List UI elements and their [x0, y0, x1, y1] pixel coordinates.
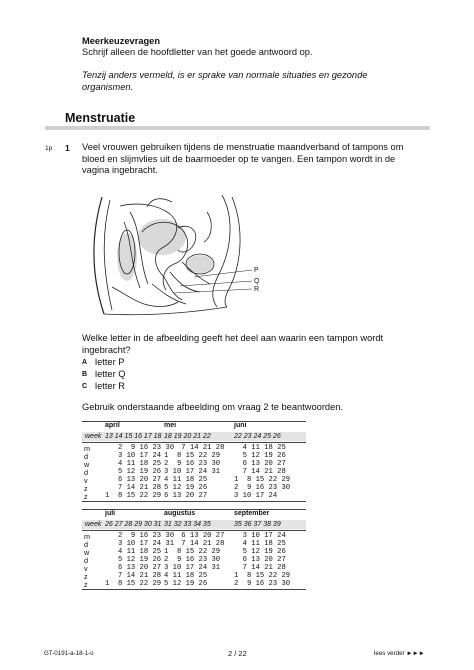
continue-label: lees verder ►►►	[374, 650, 425, 657]
date-row: 7 14 21 28	[164, 444, 225, 452]
date-row: 1 8 15 22 29	[234, 476, 291, 485]
week-label: week	[85, 432, 102, 440]
weekday-label: z	[84, 572, 88, 582]
month-name: juli	[105, 510, 116, 517]
date-row: 6 13 20 27	[234, 460, 286, 469]
date-row: 3 10 17 24	[234, 492, 278, 501]
date-row: 3 10 17 24	[234, 532, 286, 540]
date-row: 3 10 17 24 31	[164, 564, 221, 573]
date-row: 6 13 20 27	[105, 564, 162, 573]
date-row: 5 12 19 26	[234, 452, 286, 461]
answer-options	[82, 357, 125, 392]
date-row: 4 11 18 25	[164, 476, 208, 485]
date-row: 2 9 16 23 30	[234, 484, 291, 493]
question-text: Veel vrouwen gebruiken tijdens de menstruatie maandverband of tampons om bloed en slijmvlies uit de baarmoeder op te vangen. Een tampon wordt in de vagina ingebracht.	[82, 142, 404, 175]
anatomy-illustration	[82, 192, 282, 322]
week-numbers: 31 32 33 34 35	[164, 520, 211, 528]
weekday-label: m	[84, 444, 90, 453]
date-row: 6 13 20 27	[164, 492, 208, 501]
date-row: 6 13 20 27	[105, 476, 162, 485]
intro-title: Meerkeuzevragen	[82, 36, 161, 46]
calendar-rule	[82, 501, 306, 502]
date-row: 7 14 21 28	[105, 484, 162, 493]
date-row: 1 8 15 22 29	[234, 572, 291, 581]
date-row: 7 14 21 28	[234, 468, 286, 477]
weekday-label: d	[84, 452, 88, 462]
calendar-rule	[82, 589, 306, 590]
option-b[interactable]	[82, 369, 125, 381]
date-row: 4 11 18 25	[234, 540, 286, 549]
month-name: augustus	[164, 510, 196, 517]
weekday-label: d	[84, 540, 88, 550]
question-number: 1	[65, 143, 70, 153]
date-row: 5 12 19 26	[105, 468, 162, 477]
date-row: 2 9 16 23 30	[164, 556, 221, 565]
weekday-label: w	[84, 460, 90, 470]
weekday-label: z	[84, 580, 88, 590]
intro-instruction: Schrijf alleen de hoofdletter van het goede antwoord op.	[82, 47, 313, 57]
option-text: letter P	[95, 357, 125, 368]
section-divider	[45, 126, 430, 130]
date-row: 3 10 17 24	[105, 452, 162, 461]
week-label: week	[85, 520, 102, 528]
month-name: mei	[164, 422, 177, 429]
option-c[interactable]	[82, 381, 125, 393]
option-letter: C	[82, 382, 88, 390]
date-row: 5 12 19 26	[234, 548, 286, 557]
week-numbers: 18 19 20 21 22	[164, 432, 211, 440]
date-row: 1 8 15 22 29	[164, 452, 221, 461]
weekday-label: z	[84, 484, 88, 494]
option-text: letter R	[95, 380, 125, 391]
date-row: 7 14 21 28	[234, 564, 286, 573]
date-row: 2 9 16 23 30	[105, 532, 175, 540]
label-q: Q	[254, 278, 260, 285]
week-number-row	[82, 432, 306, 441]
option-letter: B	[82, 370, 88, 378]
date-row: 3 10 17 24 31	[105, 540, 175, 549]
date-row: 2 9 16 23 30	[234, 580, 291, 589]
date-row: 2 9 16 23 30	[105, 444, 175, 452]
date-row: 5 12 19 26	[164, 580, 208, 589]
date-row: 3 10 17 24 31	[164, 468, 221, 477]
question2-intro: Gebruik onderstaande afbeelding om vraag 2 te beantwoorden.	[82, 402, 344, 412]
weekday-label: z	[84, 492, 88, 502]
week-number-row	[82, 520, 306, 529]
date-row: 7 14 21 28	[164, 540, 225, 549]
question-prompt: Welke letter in de afbeelding geeft het deel aan waarin een tampon wordt ingebracht?	[82, 333, 384, 355]
month-name: juni	[234, 422, 247, 429]
date-row: 4 11 18 25	[105, 548, 162, 557]
calendar-rule	[82, 442, 306, 443]
option-letter: A	[82, 359, 88, 367]
option-a[interactable]	[82, 357, 125, 369]
label-p: P	[254, 267, 259, 274]
date-row: 5 12 19 26	[164, 484, 208, 493]
intro-note: Tenzij anders vermeld, is er sprake van normale situaties en gezonde organismen.	[82, 70, 368, 92]
date-row: 1 8 15 22 29	[105, 580, 162, 589]
date-row: 6 13 20 27	[164, 532, 225, 540]
date-row: 4 11 18 25	[105, 460, 162, 469]
weekday-label: d	[84, 468, 88, 478]
weekday-label: w	[84, 548, 90, 558]
label-r: R	[254, 286, 260, 293]
date-row: 6 13 20 27	[234, 556, 286, 565]
week-numbers: 13 14 15 16 17 18	[105, 432, 162, 440]
date-row: 5 12 19 26	[105, 556, 162, 565]
week-numbers: 35 36 37 38 39	[234, 520, 281, 528]
date-row: 7 14 21 28	[105, 572, 162, 581]
weekday-label: m	[84, 532, 90, 541]
question-points: 1p	[45, 145, 53, 152]
date-row: 4 11 18 25	[164, 572, 208, 581]
weekday-label: v	[84, 564, 88, 574]
calendar-rule	[82, 530, 306, 531]
date-row: 1 8 15 22 29	[164, 548, 221, 557]
week-numbers: 26 27 28 29 30 31	[105, 520, 162, 528]
weekday-label: v	[84, 476, 88, 486]
date-row: 1 8 15 22 29	[105, 492, 162, 501]
month-name: april	[105, 422, 120, 429]
week-numbers: 22 23 24 25 26	[234, 432, 281, 440]
section-title: Menstruatie	[65, 111, 136, 125]
date-row: 4 11 18 25	[234, 444, 286, 452]
page-number: 2 / 22	[228, 649, 247, 658]
date-row: 2 9 16 23 30	[164, 460, 221, 469]
document-code: GT-0191-a-18-1-o	[44, 650, 94, 657]
month-name: september	[234, 510, 270, 517]
weekday-label: d	[84, 556, 88, 566]
option-text: letter Q	[95, 368, 126, 379]
